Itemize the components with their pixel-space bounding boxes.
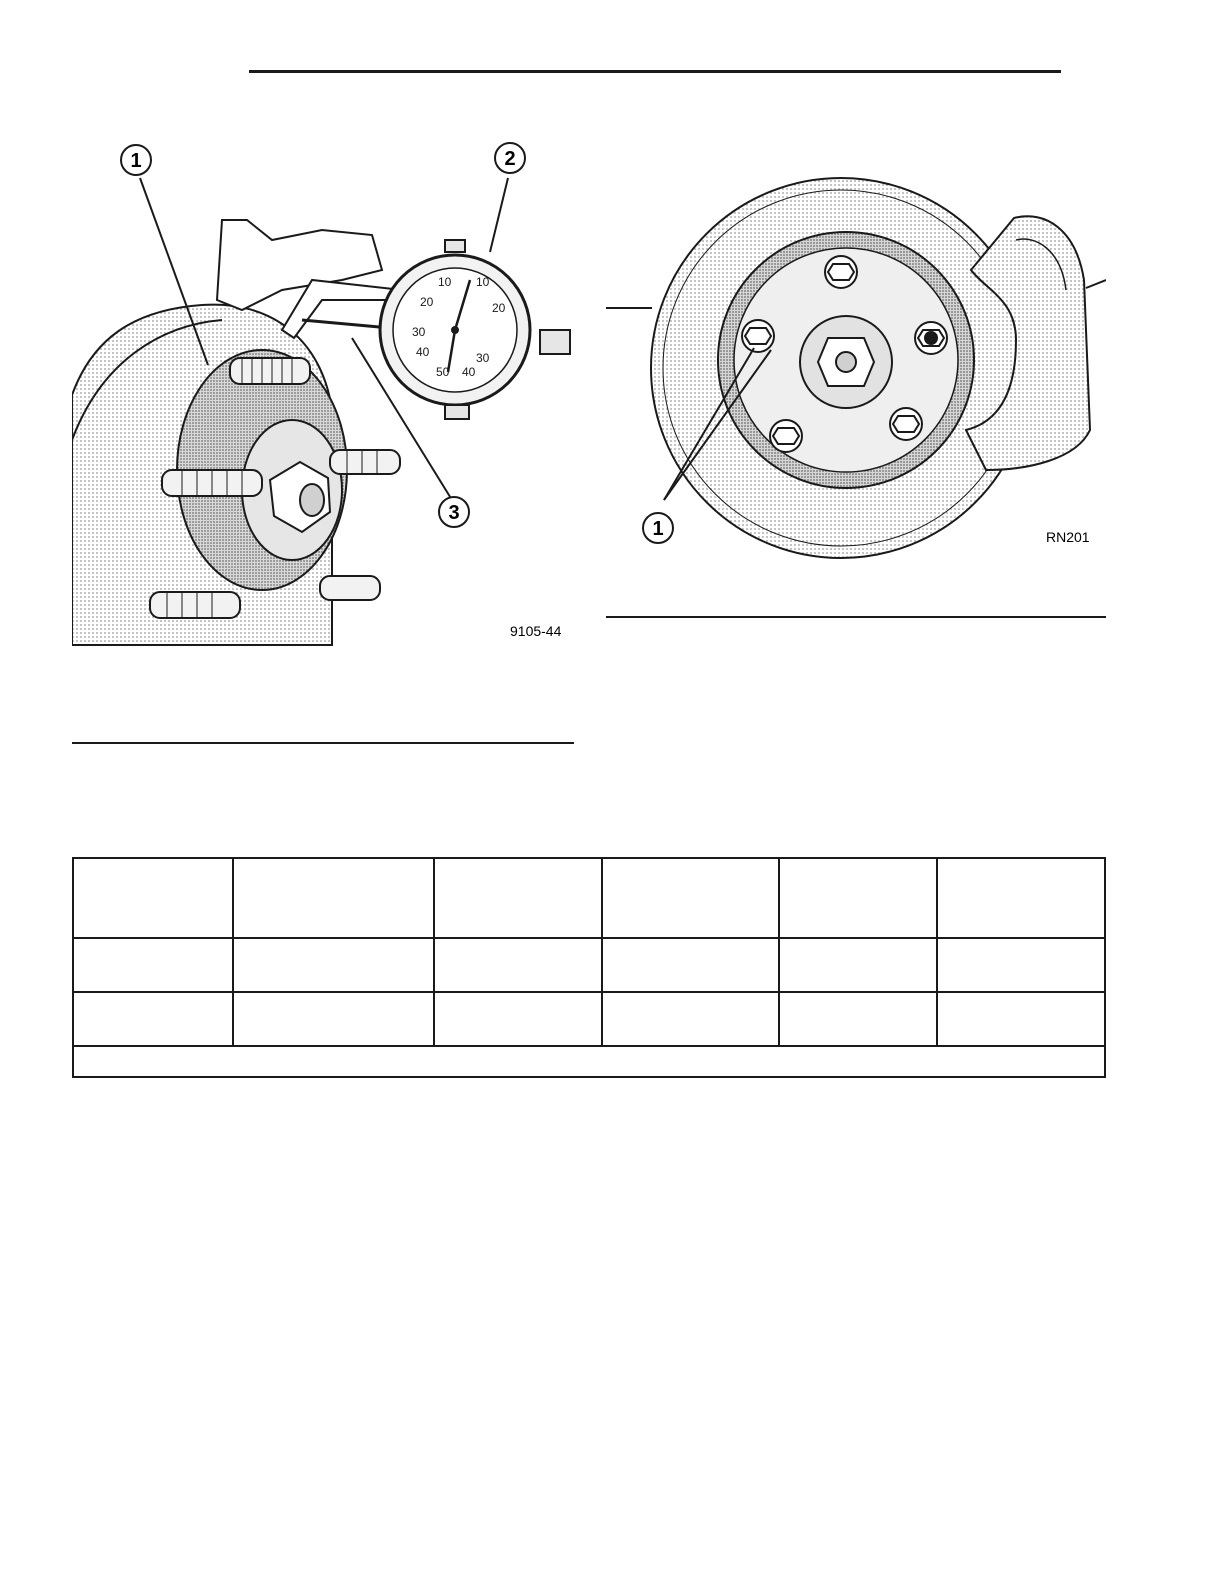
table-cell bbox=[434, 938, 602, 992]
table-cell bbox=[779, 992, 937, 1046]
dial-number: 40 bbox=[416, 345, 430, 359]
dial-number: 10 bbox=[476, 275, 490, 289]
dial-gauge bbox=[380, 240, 570, 419]
dial-number: 50 bbox=[436, 365, 450, 379]
figure-dial-indicator-runout bbox=[72, 140, 582, 650]
table-cell bbox=[73, 858, 233, 938]
callout-2 bbox=[495, 143, 525, 173]
callout-1 bbox=[121, 145, 151, 175]
figure-right-rule bbox=[606, 616, 1106, 618]
svg-text:1: 1 bbox=[130, 150, 142, 172]
lug-nut bbox=[770, 420, 802, 452]
callout-3 bbox=[439, 497, 469, 527]
figure-rotor-lug-nuts bbox=[606, 140, 1106, 560]
table-footer-cell bbox=[73, 1046, 1105, 1077]
svg-text:3: 3 bbox=[448, 502, 460, 524]
dial-number: 30 bbox=[412, 325, 426, 339]
wheel-stud bbox=[320, 576, 380, 600]
table-cell bbox=[233, 992, 434, 1046]
header-rule bbox=[249, 70, 1061, 73]
table-cell bbox=[233, 858, 434, 938]
svg-text:1: 1 bbox=[652, 518, 664, 540]
wheel-stud bbox=[330, 450, 400, 474]
table-cell bbox=[434, 858, 602, 938]
table-header-row bbox=[73, 858, 1105, 938]
svg-text:2: 2 bbox=[504, 148, 516, 170]
specification-table bbox=[72, 857, 1106, 1078]
table-cell bbox=[602, 992, 779, 1046]
table-cell bbox=[602, 858, 779, 938]
table-cell bbox=[233, 938, 434, 992]
table-cell bbox=[779, 938, 937, 992]
lug-nut bbox=[825, 256, 857, 288]
table-cell bbox=[602, 938, 779, 992]
dial-number: 40 bbox=[462, 365, 476, 379]
table-cell bbox=[779, 858, 937, 938]
table-cell bbox=[937, 858, 1105, 938]
dial-indicator-illustration bbox=[72, 140, 582, 650]
table-cell bbox=[73, 992, 233, 1046]
dial-number: 20 bbox=[492, 301, 506, 315]
figure-code: RN201 bbox=[1046, 529, 1090, 545]
dial-number: 20 bbox=[420, 295, 434, 309]
table-cell bbox=[937, 992, 1105, 1046]
lug-nut bbox=[742, 320, 774, 352]
table-cell bbox=[73, 938, 233, 992]
dial-number: 10 bbox=[438, 275, 452, 289]
lug-nut bbox=[890, 408, 922, 440]
callout-1 bbox=[643, 513, 673, 543]
rotor-caliper-illustration bbox=[606, 140, 1106, 560]
table-cell bbox=[937, 938, 1105, 992]
table-footer-row bbox=[73, 1046, 1105, 1077]
dial-number: 30 bbox=[476, 351, 490, 365]
figure-code: 9105-44 bbox=[510, 623, 562, 639]
table-row bbox=[73, 992, 1105, 1046]
figure-left-rule bbox=[72, 742, 574, 744]
table-cell bbox=[434, 992, 602, 1046]
table-row bbox=[73, 938, 1105, 992]
wheel-stud bbox=[150, 592, 240, 618]
